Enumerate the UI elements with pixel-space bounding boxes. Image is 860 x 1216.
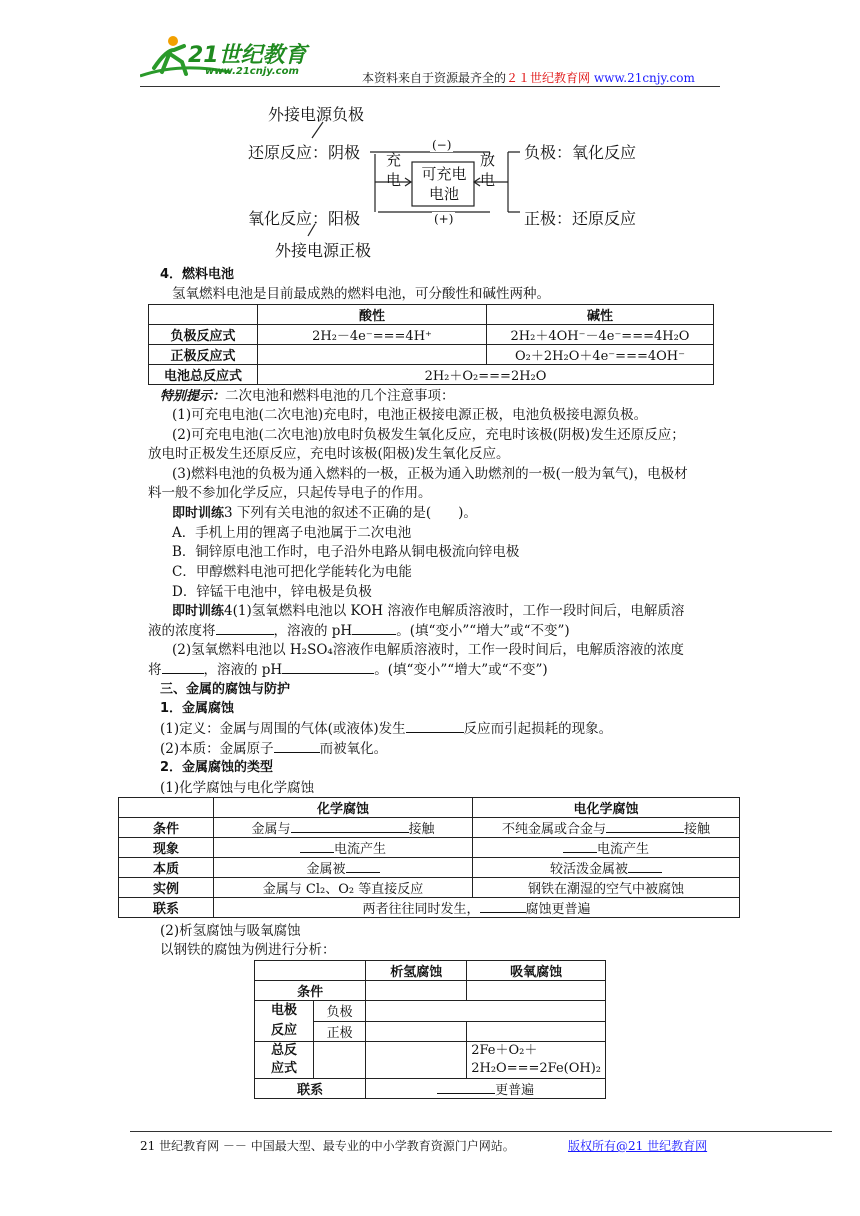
row-label: 实例 [119, 878, 214, 898]
corrosion-table [118, 797, 740, 918]
subsection-2: 2．金属腐蚀的类型 [160, 760, 274, 775]
row-label: 本质 [119, 858, 214, 878]
relation: 两者往往同时发生， 腐蚀更普遍 [214, 898, 740, 918]
section-3-title: 三、金属的腐蚀与防护 [160, 682, 291, 697]
phen-elec: 电流产生 [473, 838, 740, 858]
neg-label: 负极 [314, 1001, 366, 1022]
footer-copyright-link[interactable]: 版权所有@21 世纪教育网 [568, 1139, 708, 1153]
base-positive: O₂＋2H₂O＋4e⁻===4OH⁻ [487, 345, 714, 365]
col-electrochemical: 电化学腐蚀 [473, 798, 740, 818]
analysis-intro: 以钢铁的腐蚀为例进行分析： [160, 942, 336, 958]
diagram-right-bottom: 正极：还原反应 [524, 209, 637, 228]
diagram-right-top: 负极：氧化反应 [524, 143, 637, 162]
total-reaction: 2H₂＋O₂===2H₂O [258, 365, 714, 385]
acid-negative: 2H₂－4e⁻===4H⁺ [258, 325, 487, 345]
col-oxygen: 吸氧腐蚀 [467, 961, 606, 981]
row-label-total: 总反 应式 [255, 1042, 314, 1079]
diagram-bottom-label: 外接电源正极 [275, 241, 372, 260]
col-base: 碱性 [487, 305, 714, 325]
footer-divider [130, 1131, 832, 1132]
definition: (1)定义：金属与周围的气体(或液体)发生 反应而引起损耗的现象。 [160, 721, 613, 737]
ex-chem: 金属与 Cl₂、O₂ 等直接反应 [214, 878, 473, 898]
header-divider [140, 86, 720, 87]
ess-elec: 较活泼金属被 [473, 858, 740, 878]
tip-2b: 放电时正极发生还原反应，充电时该极(阳极)发生氧化反应。 [148, 446, 510, 462]
tip-2a: (2)可充电电池(二次电池)放电时负极发生氧化反应，充电时该极(阴极)发生还原反应； [172, 427, 685, 443]
exercise-3-option-d: D．锌锰干电池中，锌电极是负极 [172, 584, 372, 600]
subsection-2-2: (2)析氢腐蚀与吸氧腐蚀 [160, 923, 301, 939]
exercise-4-line4: 将 ，溶液的 pH 。(填“变小”“增大”或“不变”) [148, 662, 548, 678]
row-label: 条件 [119, 818, 214, 838]
acid-positive [258, 345, 487, 365]
row-label: 负极反应式 [149, 325, 258, 345]
exercise-3-option-a: A．手机上用的锂离子电池属于二次电池 [172, 525, 412, 541]
fuel-cell-table [148, 304, 714, 385]
cond-chem: 金属与 接触 [214, 818, 473, 838]
ex-elec: 钢铁在潮湿的空气中被腐蚀 [473, 878, 740, 898]
row-label: 电池总反应式 [149, 365, 258, 385]
diagram-left-bottom: 氧化反应：阳极 [248, 209, 361, 228]
exercise-3-option-b: B．铜锌原电池工作时，电子沿外电路从铜电极流向锌电极 [172, 544, 520, 560]
ess-chem: 金属被 [214, 858, 473, 878]
diagram-charge: 充电 [386, 151, 402, 189]
col-chemical: 化学腐蚀 [214, 798, 473, 818]
row-label: 联系 [119, 898, 214, 918]
exercise-4-line2: 液的浓度将 ，溶液的 pH 。(填“变小”“增大”或“不变”) [148, 623, 570, 639]
diagram-top-label: 外接电源负极 [268, 105, 365, 124]
row-label: 条件 [255, 981, 366, 1001]
col-hydrogen: 析氢腐蚀 [366, 961, 467, 981]
diagram-discharge: 放电 [480, 151, 496, 189]
cond-elec: 不纯金属或合金与 接触 [473, 818, 740, 838]
diagram-minus: (−) [432, 138, 452, 152]
hydrogen-oxygen-table [254, 960, 606, 1099]
tip-1: (1)可充电电池(二次电池)充电时，电池正极接电源正极，电池负极接电源负极。 [172, 407, 648, 423]
footer-text: 21 世纪教育网 －－ 中国最大型、最专业的中小学教育资源门户网站。 [140, 1139, 515, 1153]
logo-text: 21世纪教育 [188, 43, 307, 68]
diagram-left-top: 还原反应：阴极 [248, 143, 361, 162]
row-label: 正极反应式 [149, 345, 258, 365]
subsection-2-1: (1)化学腐蚀与电化学腐蚀 [160, 780, 315, 796]
tip-3b: 料一般不参加化学反应，只起传导电子的作用。 [148, 485, 432, 501]
row-label-electrode: 电极 反应 [255, 1001, 314, 1042]
exercise-3: 即时训练3 下列有关电池的叙述不正确的是( )。 [172, 505, 477, 521]
exercise-4-line3: (2)氢氧燃料电池以 H₂SO₄溶液作电解质溶液时，工作一段时间后，电解质溶液的浓度 [172, 642, 684, 658]
charging-diagram [240, 102, 660, 262]
exercise-3-option-c: C．甲醇燃料电池可把化学能转化为电能 [172, 564, 412, 580]
header-note: 本资料来自于资源最齐全的２１世纪教育网 www.21cnjy.com [362, 71, 695, 85]
tips-heading: 特别提示：二次电池和燃料电池的几个注意事项： [160, 388, 455, 404]
tip-3a: (3)燃料电池的负极为通入燃料的一极，正极为通入助燃剂的一极(一般为氧气)，电极材 [172, 466, 688, 482]
base-negative: 2H₂＋4OH⁻－4e⁻===4H₂O [487, 325, 714, 345]
col-acid: 酸性 [258, 305, 487, 325]
exercise-4-line1: 即时训练4(1)氢氧燃料电池以 KOH 溶液作电解质溶液时，工作一段时间后，电解质溶 [172, 603, 685, 619]
essence: (2)本质：金属原子 而被氧化。 [160, 741, 388, 757]
h-relation: 更普遍 [366, 1079, 606, 1099]
row-label: 联系 [255, 1079, 366, 1099]
section-4-intro: 氢氧燃料电池是目前最成熟的燃料电池，可分酸性和碱性两种。 [172, 286, 550, 302]
section-4-title: 4．燃料电池 [160, 267, 235, 282]
phen-chem: 电流产生 [214, 838, 473, 858]
logo-url: www.21cnjy.com [205, 66, 299, 77]
diagram-center: 可充电电池 [421, 165, 467, 203]
oxygen-total: 2Fe＋O₂＋ 2H₂O===2Fe(OH)₂ [467, 1042, 606, 1079]
pos-label: 正极 [314, 1021, 366, 1042]
row-label: 现象 [119, 838, 214, 858]
subsection-1: 1．金属腐蚀 [160, 701, 235, 716]
diagram-plus: (+) [434, 212, 454, 226]
